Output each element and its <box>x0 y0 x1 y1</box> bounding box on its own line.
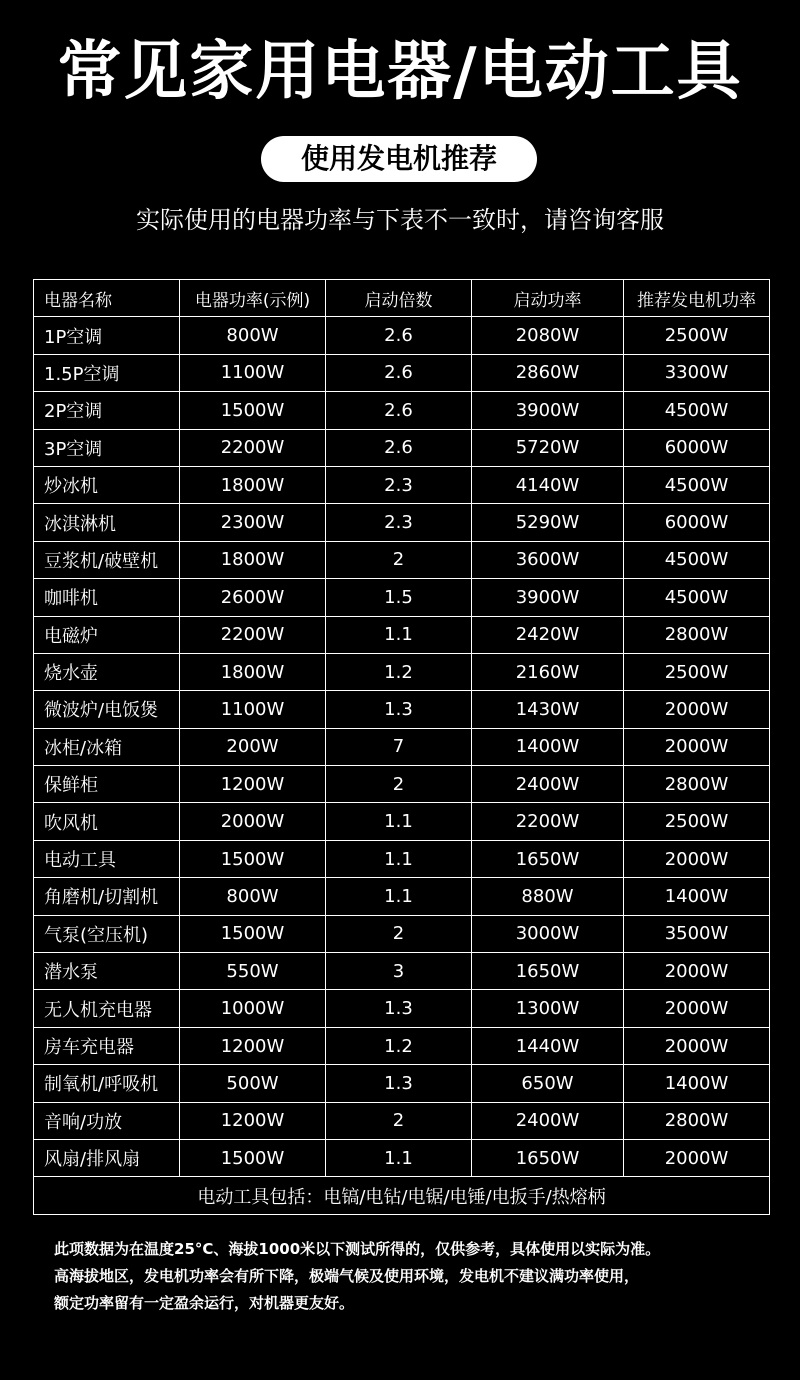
start-power-cell: 1300W <box>472 990 624 1027</box>
start-multiplier-cell: 1.2 <box>326 653 472 690</box>
recommended-power-cell: 4500W <box>624 579 770 616</box>
table-row <box>34 317 770 354</box>
table-row <box>34 840 770 877</box>
start-power-cell: 1440W <box>472 1027 624 1064</box>
table-row <box>34 392 770 429</box>
table-row <box>34 466 770 503</box>
table-row <box>34 616 770 653</box>
recommended-power-cell: 2800W <box>624 766 770 803</box>
recommended-power-cell: 2800W <box>624 1102 770 1139</box>
start-multiplier-cell: 2 <box>326 541 472 578</box>
start-multiplier-cell: 1.3 <box>326 1065 472 1102</box>
table-row <box>34 803 770 840</box>
start-power-cell: 2400W <box>472 1102 624 1139</box>
start-power-cell: 4140W <box>472 466 624 503</box>
start-multiplier-cell: 2 <box>326 1102 472 1139</box>
start-power-cell: 1650W <box>472 953 624 990</box>
appliance-name-cell: 电动工具 <box>34 840 180 877</box>
table-row <box>34 953 770 990</box>
rated-power-cell: 1500W <box>180 915 326 952</box>
appliance-name-cell: 音响/功放 <box>34 1102 180 1139</box>
table-footer-row <box>34 1177 770 1214</box>
table-row <box>34 579 770 616</box>
appliance-name-cell: 冰柜/冰箱 <box>34 728 180 765</box>
recommended-power-cell: 2500W <box>624 803 770 840</box>
start-power-cell: 1650W <box>472 840 624 877</box>
appliance-name-cell: 3P空调 <box>34 429 180 466</box>
table-row <box>34 878 770 915</box>
appliance-name-cell: 无人机充电器 <box>34 990 180 1027</box>
start-multiplier-cell: 2.3 <box>326 504 472 541</box>
start-power-cell: 3900W <box>472 579 624 616</box>
start-power-cell: 2080W <box>472 317 624 354</box>
start-multiplier-cell: 2 <box>326 915 472 952</box>
recommended-power-cell: 2000W <box>624 691 770 728</box>
start-power-cell: 3900W <box>472 392 624 429</box>
appliance-name-cell: 豆浆机/破壁机 <box>34 541 180 578</box>
table-row <box>34 728 770 765</box>
start-power-cell: 3000W <box>472 915 624 952</box>
appliance-name-cell: 气泵(空压机) <box>34 915 180 952</box>
rated-power-cell: 1800W <box>180 541 326 578</box>
rated-power-cell: 200W <box>180 728 326 765</box>
recommended-power-cell: 6000W <box>624 429 770 466</box>
start-multiplier-cell: 2.6 <box>326 317 472 354</box>
start-multiplier-cell: 1.3 <box>326 990 472 1027</box>
note-line: 高海拔地区，发电机功率会有所下降，极端气候及使用环境，发电机不建议满功率使用， <box>54 1267 640 1285</box>
appliance-name-cell: 电磁炉 <box>34 616 180 653</box>
table-body <box>34 317 770 1214</box>
recommendation-badge: 使用发电机推荐 <box>261 136 537 182</box>
start-multiplier-cell: 2.6 <box>326 354 472 391</box>
appliance-name-cell: 吹风机 <box>34 803 180 840</box>
appliance-name-cell: 炒冰机 <box>34 466 180 503</box>
table-row <box>34 990 770 1027</box>
start-power-cell: 2160W <box>472 653 624 690</box>
recommended-power-cell: 4500W <box>624 466 770 503</box>
appliance-name-cell: 冰淇淋机 <box>34 504 180 541</box>
start-multiplier-cell: 2 <box>326 766 472 803</box>
appliance-name-cell: 2P空调 <box>34 392 180 429</box>
start-power-cell: 2860W <box>472 354 624 391</box>
rated-power-cell: 2000W <box>180 803 326 840</box>
table-row <box>34 504 770 541</box>
rated-power-cell: 800W <box>180 317 326 354</box>
recommended-power-cell: 1400W <box>624 878 770 915</box>
note-line: 额定功率留有一定盈余运行，对机器更友好。 <box>54 1294 355 1312</box>
rated-power-cell: 1100W <box>180 691 326 728</box>
appliance-name-cell: 1P空调 <box>34 317 180 354</box>
rated-power-cell: 2200W <box>180 429 326 466</box>
table-row <box>34 1139 770 1176</box>
recommended-power-cell: 6000W <box>624 504 770 541</box>
start-power-cell: 1400W <box>472 728 624 765</box>
rated-power-cell: 1800W <box>180 653 326 690</box>
rated-power-cell: 800W <box>180 878 326 915</box>
rated-power-cell: 2200W <box>180 616 326 653</box>
start-power-cell: 3600W <box>472 541 624 578</box>
recommended-power-cell: 1400W <box>624 1065 770 1102</box>
table-row <box>34 691 770 728</box>
recommended-power-cell: 2800W <box>624 616 770 653</box>
start-power-cell: 2200W <box>472 803 624 840</box>
recommended-power-cell: 3300W <box>624 354 770 391</box>
appliance-name-cell: 房车充电器 <box>34 1027 180 1064</box>
appliance-name-cell: 风扇/排风扇 <box>34 1139 180 1176</box>
table-row <box>34 766 770 803</box>
recommended-power-cell: 2000W <box>624 728 770 765</box>
start-power-cell: 5720W <box>472 429 624 466</box>
appliance-name-cell: 微波炉/电饭煲 <box>34 691 180 728</box>
recommended-power-cell: 2000W <box>624 840 770 877</box>
start-multiplier-cell: 1.5 <box>326 579 472 616</box>
column-header-power: 电器功率(示例) <box>180 280 326 317</box>
table-row <box>34 429 770 466</box>
start-multiplier-cell: 1.1 <box>326 616 472 653</box>
subtitle: 实际使用的电器功率与下表不一致时，请咨询客服 <box>136 206 664 234</box>
rated-power-cell: 1500W <box>180 392 326 429</box>
start-multiplier-cell: 1.1 <box>326 878 472 915</box>
table-row <box>34 1102 770 1139</box>
appliance-name-cell: 制氧机/呼吸机 <box>34 1065 180 1102</box>
start-power-cell: 880W <box>472 878 624 915</box>
recommended-power-cell: 2500W <box>624 317 770 354</box>
table-row <box>34 541 770 578</box>
start-power-cell: 1650W <box>472 1139 624 1176</box>
table-row <box>34 1065 770 1102</box>
table-row <box>34 354 770 391</box>
rated-power-cell: 550W <box>180 953 326 990</box>
appliance-name-cell: 1.5P空调 <box>34 354 180 391</box>
rated-power-cell: 1800W <box>180 466 326 503</box>
appliance-name-cell: 烧水壶 <box>34 653 180 690</box>
table-row <box>34 915 770 952</box>
start-multiplier-cell: 1.3 <box>326 691 472 728</box>
appliance-name-cell: 潜水泵 <box>34 953 180 990</box>
appliance-name-cell: 咖啡机 <box>34 579 180 616</box>
rated-power-cell: 1200W <box>180 766 326 803</box>
rated-power-cell: 1200W <box>180 1027 326 1064</box>
appliance-name-cell: 保鲜柜 <box>34 766 180 803</box>
recommended-power-cell: 2500W <box>624 653 770 690</box>
start-power-cell: 2420W <box>472 616 624 653</box>
appliance-name-cell: 角磨机/切割机 <box>34 878 180 915</box>
column-header-recommended: 推荐发电机功率 <box>624 280 770 317</box>
start-multiplier-cell: 1.1 <box>326 1139 472 1176</box>
rated-power-cell: 1500W <box>180 1139 326 1176</box>
table-row <box>34 1027 770 1064</box>
rated-power-cell: 1000W <box>180 990 326 1027</box>
start-power-cell: 650W <box>472 1065 624 1102</box>
table-row <box>34 653 770 690</box>
table-header-row <box>34 280 770 317</box>
start-multiplier-cell: 2.6 <box>326 392 472 429</box>
page-title: 常见家用电器/电动工具 <box>57 35 743 109</box>
start-power-cell: 2400W <box>472 766 624 803</box>
start-multiplier-cell: 3 <box>326 953 472 990</box>
disclaimer-notes <box>54 1236 774 1317</box>
appliance-power-table <box>33 279 770 1215</box>
column-header-multiplier: 启动倍数 <box>326 280 472 317</box>
column-header-name: 电器名称 <box>34 280 180 317</box>
rated-power-cell: 2600W <box>180 579 326 616</box>
rated-power-cell: 1200W <box>180 1102 326 1139</box>
recommended-power-cell: 2000W <box>624 1139 770 1176</box>
start-multiplier-cell: 1.1 <box>326 803 472 840</box>
rated-power-cell: 1100W <box>180 354 326 391</box>
recommended-power-cell: 4500W <box>624 392 770 429</box>
recommended-power-cell: 3500W <box>624 915 770 952</box>
column-header-start-power: 启动功率 <box>472 280 624 317</box>
recommended-power-cell: 2000W <box>624 990 770 1027</box>
start-multiplier-cell: 1.2 <box>326 1027 472 1064</box>
start-multiplier-cell: 2.6 <box>326 429 472 466</box>
recommended-power-cell: 2000W <box>624 1027 770 1064</box>
start-multiplier-cell: 2.3 <box>326 466 472 503</box>
start-multiplier-cell: 7 <box>326 728 472 765</box>
rated-power-cell: 500W <box>180 1065 326 1102</box>
start-power-cell: 1430W <box>472 691 624 728</box>
note-line: 此项数据为在温度25°C、海拔1000米以下测试所得的，仅供参考，具体使用以实际为准。 <box>54 1240 661 1258</box>
recommended-power-cell: 4500W <box>624 541 770 578</box>
rated-power-cell: 2300W <box>180 504 326 541</box>
recommended-power-cell: 2000W <box>624 953 770 990</box>
rated-power-cell: 1500W <box>180 840 326 877</box>
power-tools-note: 电动工具包括：电镐/电钻/电锯/电锤/电扳手/热熔柄 <box>34 1177 770 1214</box>
start-power-cell: 5290W <box>472 504 624 541</box>
start-multiplier-cell: 1.1 <box>326 840 472 877</box>
